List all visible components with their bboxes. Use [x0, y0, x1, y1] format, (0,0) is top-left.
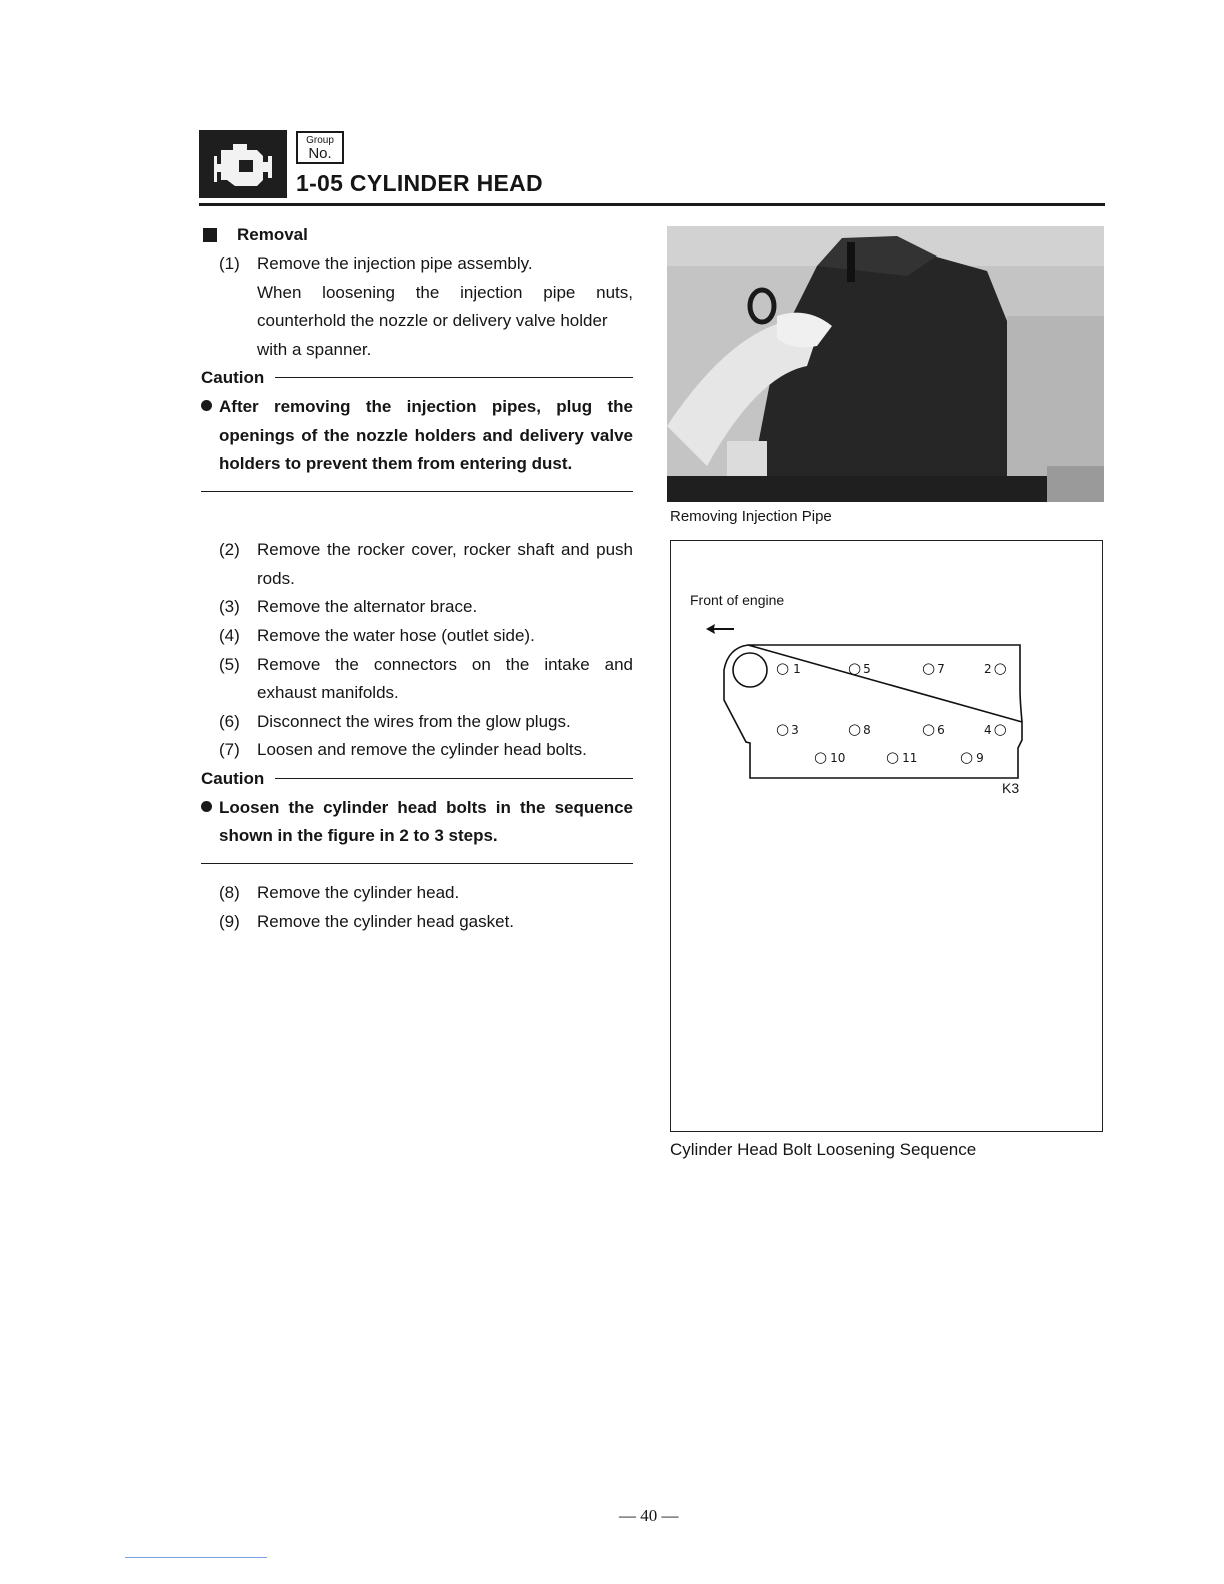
- step-number: (3): [219, 597, 240, 616]
- step-text: Remove the cylinder head.: [257, 883, 460, 902]
- caution-text: shown in the figure in 2 to 3 steps.: [219, 826, 498, 845]
- caution-text: Loosen the cylinder head bolts in the sequence: [219, 798, 633, 817]
- step-number: (1): [219, 254, 240, 273]
- step-text: Remove the injection pipe assembly.: [257, 254, 533, 273]
- caution-end-rule: [201, 863, 633, 864]
- step-text: exhaust manifolds.: [257, 683, 399, 702]
- bolt-label: ○ 9: [960, 748, 984, 766]
- caution-label: Caution: [201, 769, 265, 788]
- model-code: K3: [1002, 780, 1020, 796]
- diagram-caption: Cylinder Head Bolt Loosening Sequence: [670, 1140, 977, 1159]
- step-text: Remove the rocker cover, rocker shaft and push: [257, 540, 633, 559]
- step-text: with a spanner.: [257, 340, 372, 359]
- bolt-label: ○ 5: [848, 659, 871, 677]
- bolt-label: ○ 3: [776, 720, 799, 738]
- title-divider: [199, 203, 1105, 206]
- step-number: (8): [219, 883, 240, 902]
- caution-label: Caution: [201, 368, 265, 387]
- caution-text: holders to prevent them from entering dust.: [219, 454, 573, 473]
- step-text: counterhold the nozzle or delivery valve holder: [257, 311, 608, 330]
- caution-text: After removing the injection pipes, plug the: [219, 397, 633, 416]
- step-text: Disconnect the wires from the glow plugs.: [257, 712, 571, 731]
- bolt-label: ○ 10: [814, 748, 846, 766]
- caution-end-rule: [201, 491, 633, 492]
- step-text: Loosen and remove the cylinder head bolts.: [257, 740, 587, 759]
- bullet-icon: [201, 399, 217, 415]
- caution-rule: [275, 377, 633, 378]
- removal-heading: Removal: [237, 225, 308, 244]
- step-text: Remove the water hose (outlet side).: [257, 626, 535, 645]
- step-number: (9): [219, 912, 240, 931]
- bolt-label: ○ 6: [922, 720, 945, 738]
- bolt-label: ○ 8: [848, 720, 871, 738]
- group-label: Group: [306, 135, 334, 146]
- bolt-label: ○ 1: [776, 659, 801, 677]
- front-label: Front of engine: [690, 592, 785, 608]
- step-text: Remove the alternator brace.: [257, 597, 478, 616]
- bolt-label: ○ 7: [922, 659, 945, 677]
- step-text: When loosening the injection pipe nuts,: [257, 283, 633, 302]
- bullet-icon: [201, 800, 217, 816]
- step-number: (6): [219, 712, 240, 731]
- caution-rule: [275, 778, 633, 779]
- bolt-label: 4 ○: [984, 720, 1007, 738]
- step-number: (5): [219, 655, 240, 674]
- footer-divider: [125, 1557, 267, 1558]
- bolt-label: 2 ○: [984, 659, 1007, 677]
- page-title: 1-05 CYLINDER HEAD: [296, 170, 543, 196]
- arrow-left-icon: [706, 622, 736, 634]
- photo-caption: Removing Injection Pipe: [670, 508, 832, 525]
- step-number: (2): [219, 540, 240, 559]
- engine-icon: [199, 130, 287, 198]
- no-label: No.: [308, 145, 332, 162]
- page-number: — 40 —: [619, 1506, 679, 1525]
- group-number-box: [296, 131, 344, 164]
- step-number: (7): [219, 740, 240, 759]
- step-number: (4): [219, 626, 240, 645]
- step-text: rods.: [257, 569, 295, 588]
- injection-pipe-photo: [667, 226, 1104, 502]
- step-text: Remove the connectors on the intake and: [257, 655, 633, 674]
- square-bullet-icon: [203, 228, 217, 242]
- caution-text: openings of the nozzle holders and delivery valve: [219, 426, 633, 445]
- step-text: Remove the cylinder head gasket.: [257, 912, 515, 931]
- bolt-label: ○ 11: [886, 748, 918, 766]
